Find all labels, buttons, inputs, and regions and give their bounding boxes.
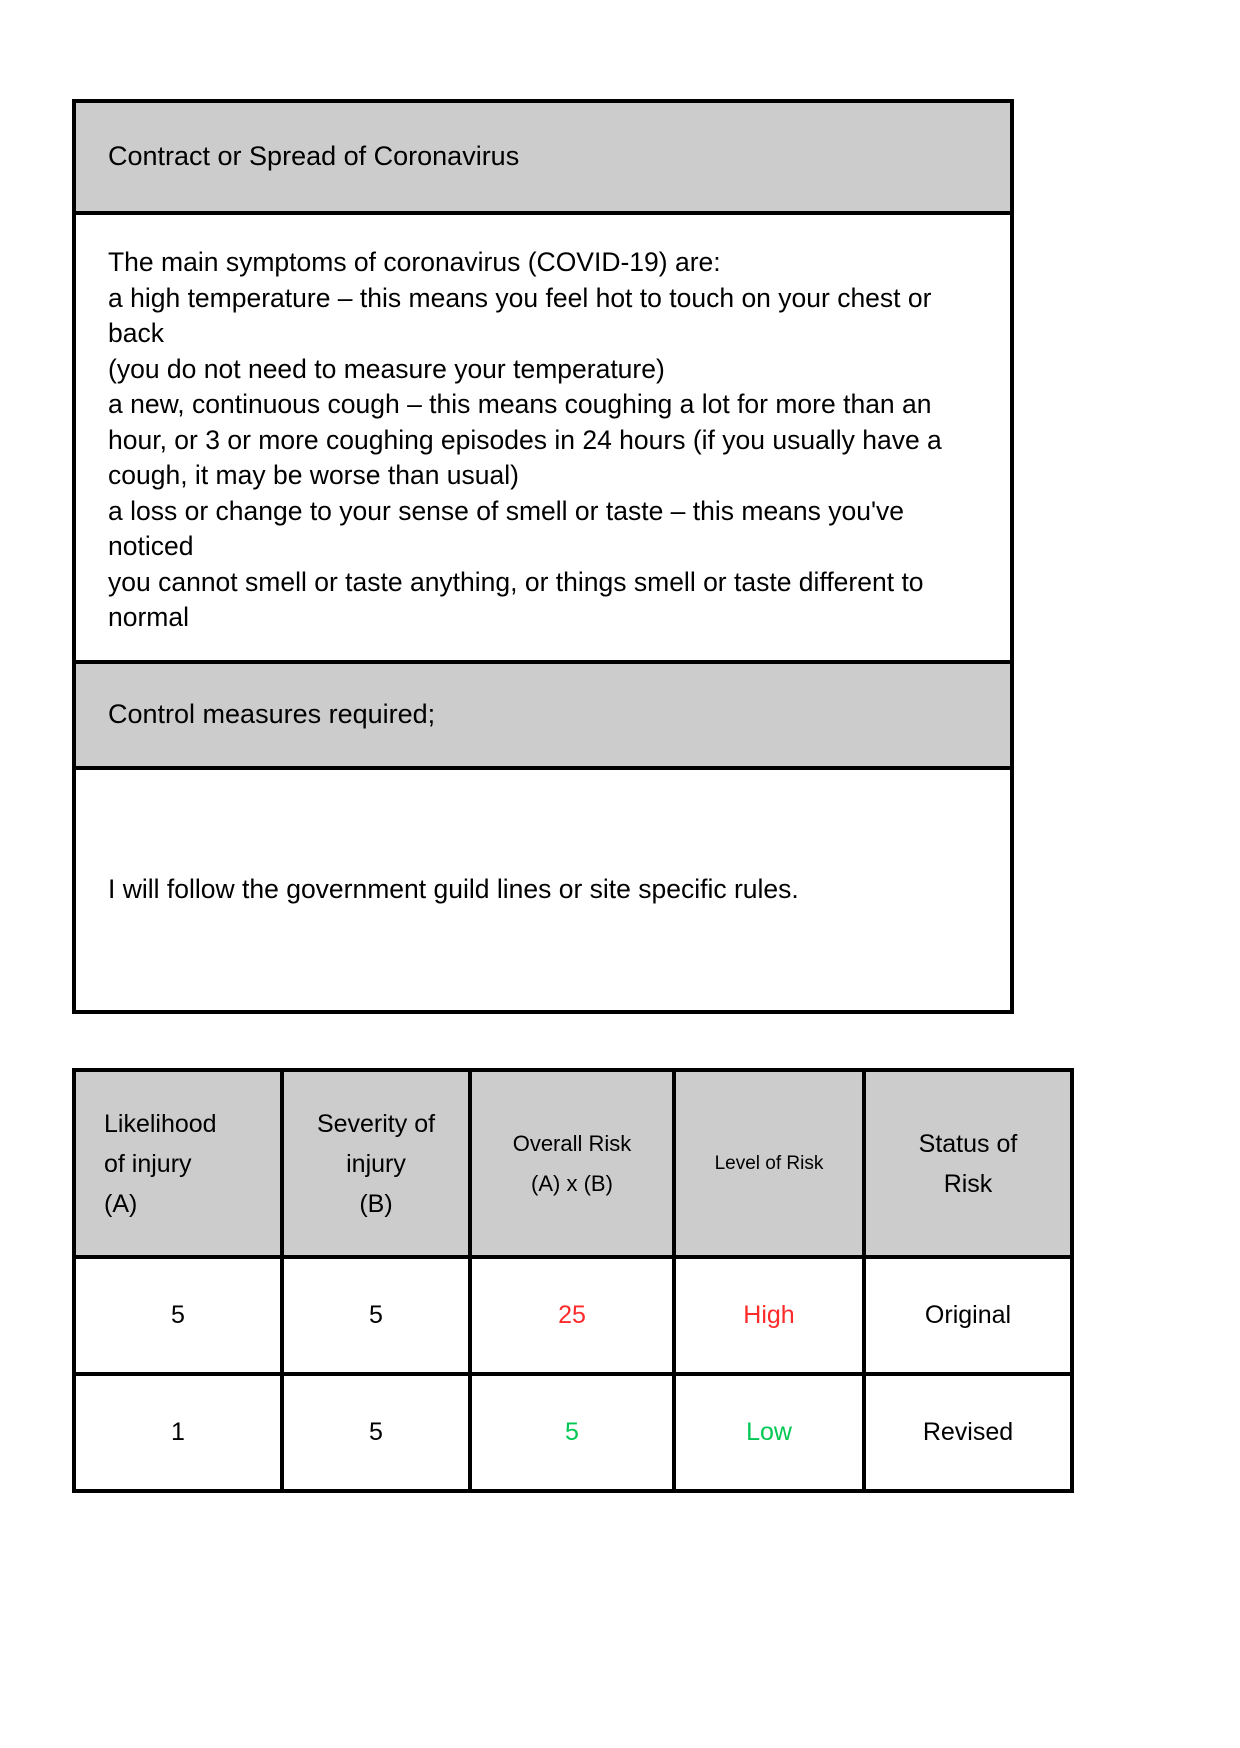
description-line: a loss or change to your sense of smell or taste – this means you've noticed — [108, 495, 912, 561]
control-measures-title-band — [76, 660, 1010, 770]
header-likelihood — [74, 1070, 282, 1257]
value-severity: 5 — [369, 1301, 383, 1329]
cell-status-of-risk — [864, 1257, 1072, 1374]
value-overall-risk: 25 — [558, 1301, 586, 1329]
header-status-of-risk — [864, 1070, 1072, 1257]
header-line: Severity of — [316, 1109, 436, 1138]
header-severity — [282, 1070, 470, 1257]
header-line: (A) — [104, 1189, 138, 1218]
cell-overall-risk — [470, 1257, 674, 1374]
header-line: Level of Risk — [714, 1152, 824, 1174]
risk-table-wrapper — [72, 1068, 1018, 1493]
hazard-title: Contract or Spread of Coronavirus — [108, 141, 520, 172]
description-line: (you do not need to measure your temperature) — [108, 353, 665, 384]
header-line: Status of — [918, 1129, 1018, 1158]
description-line: hour, or 3 or more coughing episodes in 24 hours (if you usually have a — [108, 424, 942, 455]
table-row — [74, 1374, 1072, 1491]
description-line: you cannot smell or taste anything, or things smell or taste different to — [108, 566, 924, 597]
value-severity: 5 — [369, 1418, 383, 1446]
cell-likelihood — [74, 1374, 282, 1491]
control-measures-text: I will follow the government guild lines or site specific rules. — [108, 873, 799, 904]
hazard-description-cell — [76, 215, 1010, 660]
cell-level-of-risk — [674, 1257, 864, 1374]
cell-likelihood — [74, 1257, 282, 1374]
value-overall-risk: 5 — [565, 1418, 579, 1446]
description-line: a high temperature – this means you feel hot to touch on your chest or back — [108, 282, 939, 348]
value-likelihood: 5 — [171, 1301, 185, 1329]
cell-severity — [282, 1257, 470, 1374]
value-status-of-risk: Revised — [922, 1418, 1014, 1446]
description-line: normal — [108, 602, 190, 632]
control-measures-title: Control measures required; — [108, 698, 436, 729]
header-line: Likelihood — [104, 1109, 217, 1138]
value-status-of-risk: Original — [924, 1301, 1012, 1329]
cell-severity — [282, 1374, 470, 1491]
header-line: (B) — [359, 1189, 393, 1218]
header-level-of-risk — [674, 1070, 864, 1257]
header-line: Risk — [943, 1169, 993, 1198]
table-row — [74, 1257, 1072, 1374]
header-line: of injury — [104, 1149, 192, 1178]
description-line: cough, it may be worse than usual) — [108, 460, 519, 490]
header-line: (A) x (B) — [531, 1170, 613, 1196]
cell-level-of-risk — [674, 1374, 864, 1491]
hazard-title-band — [76, 103, 1010, 215]
cell-status-of-risk — [864, 1374, 1072, 1491]
control-measures-cell — [76, 770, 1010, 1010]
value-level-of-risk: Low — [746, 1418, 792, 1446]
value-likelihood: 1 — [171, 1418, 185, 1446]
header-overall-risk — [470, 1070, 674, 1257]
header-line: injury — [346, 1149, 406, 1178]
value-level-of-risk: High — [743, 1301, 795, 1329]
table-header-row — [74, 1070, 1072, 1257]
header-line: Overall Risk — [512, 1130, 632, 1156]
description-line: The main symptoms of coronavirus (COVID-19) are: — [108, 247, 721, 277]
cell-overall-risk — [470, 1374, 674, 1491]
description-line: a new, continuous cough – this means coughing a lot for more than an — [108, 389, 932, 419]
risk-table — [72, 1068, 1074, 1493]
hazard-box — [72, 99, 1014, 1014]
